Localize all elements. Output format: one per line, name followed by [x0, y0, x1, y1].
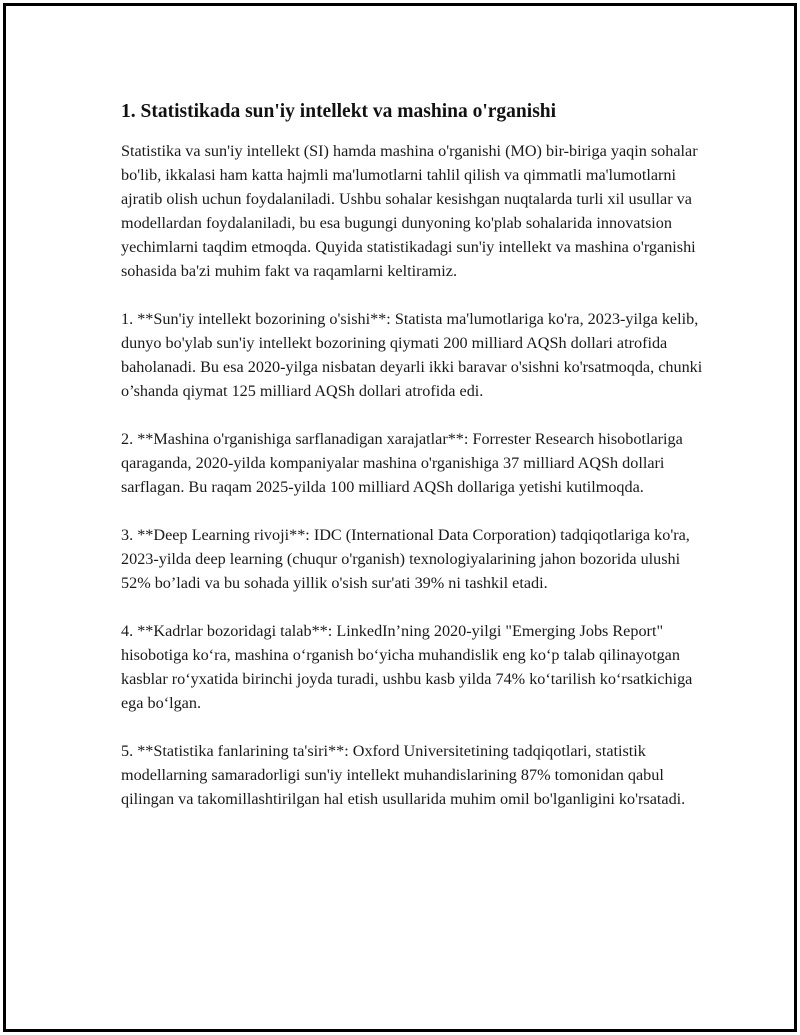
- fact-item-2: 2. **Mashina o'rganishiga sarflanadigan xarajatlar**: Forrester Research hisobotlariga qaraganda, 2020-yilda kompaniyalar mashina o'rganishiga 37 milliard AQSh dollari sarflagan. Bu raqam 2025-yilda 100 milliard AQSh dollariga yetishi kutilmoqda.: [121, 430, 683, 496]
- page-frame: [3, 3, 797, 1032]
- fact-item-1: 1. **Sun'iy intellekt bozorining o'sishi**: Statista ma'lumotlariga ko'ra, 2023-yilga kelib, dunyo bo'ylab sun'iy intellekt bozorining qiymati 200 milliard AQSh dollari atrofida baholanadi. Bu esa 2020-yilga nisbatan deyarli ikki baravar o'sishni ko'rsatmoqda, chunki o’shanda qiymat 125 milliard AQSh dollari atrofida edi.: [121, 310, 703, 400]
- section-title: 1. Statistikada sun'iy intellekt va mashina o'rganishi: [121, 101, 557, 122]
- intro-paragraph: Statistika va sun'iy intellekt (SI) hamda mashina o'rganishi (MO) bir-biriga yaqin sohalar bo'lib, ikkalasi ham katta hajmli ma'lumotlarni tahlil qilish va qimmatli ma'lumotlarni ajratib olish uchun foydalaniladi. Ushbu sohalar kesishgan nuqtalarda turli xil usullar va modellardan foydalaniladi, bu esa bugungi dunyoning ko'plab sohalarida innovatsion yechimlarni taqdim etmoqda. Quyida statistikadagi sun'iy intellekt va mashina o'rganishi sohasida ba'zi muhim fakt va raqamlarni keltiramiz.: [121, 142, 698, 280]
- fact-item-4: 4. **Kadrlar bozoridagi talab**: LinkedIn’ning 2020-yilgi "Emerging Jobs Report" hisobotiga ko‘ra, mashina o‘rganish bo‘yicha muhandislik eng ko‘p talab qilinayotgan kasblar ro‘yxatida birinchi joyda turadi, ushbu kasb yilda 74% ko‘tarilish ko‘rsatkichiga ega bo‘lgan.: [121, 622, 693, 712]
- fact-item-3: 3. **Deep Learning rivoji**: IDC (International Data Corporation) tadqiqotlariga ko'ra, 2023-yilda deep learning (chuqur o'rganish) texnologiyalarining jahon bozorida ulushi 52% bo’ladi va bu sohada yillik o'sish sur'ati 39% ni tashkil etadi.: [121, 526, 690, 592]
- fact-item-5: 5. **Statistika fanlarining ta'siri**: Oxford Universitetining tadqiqotlari, statistik modellarning samaradorligi sun'iy intellekt muhandislarining 87% tomonidan qabul qilingan va takomillashtirilgan hal etish usullarida muhim omil bo'lganligini ko'rsatadi.: [121, 742, 686, 808]
- document-body: [121, 98, 711, 835]
